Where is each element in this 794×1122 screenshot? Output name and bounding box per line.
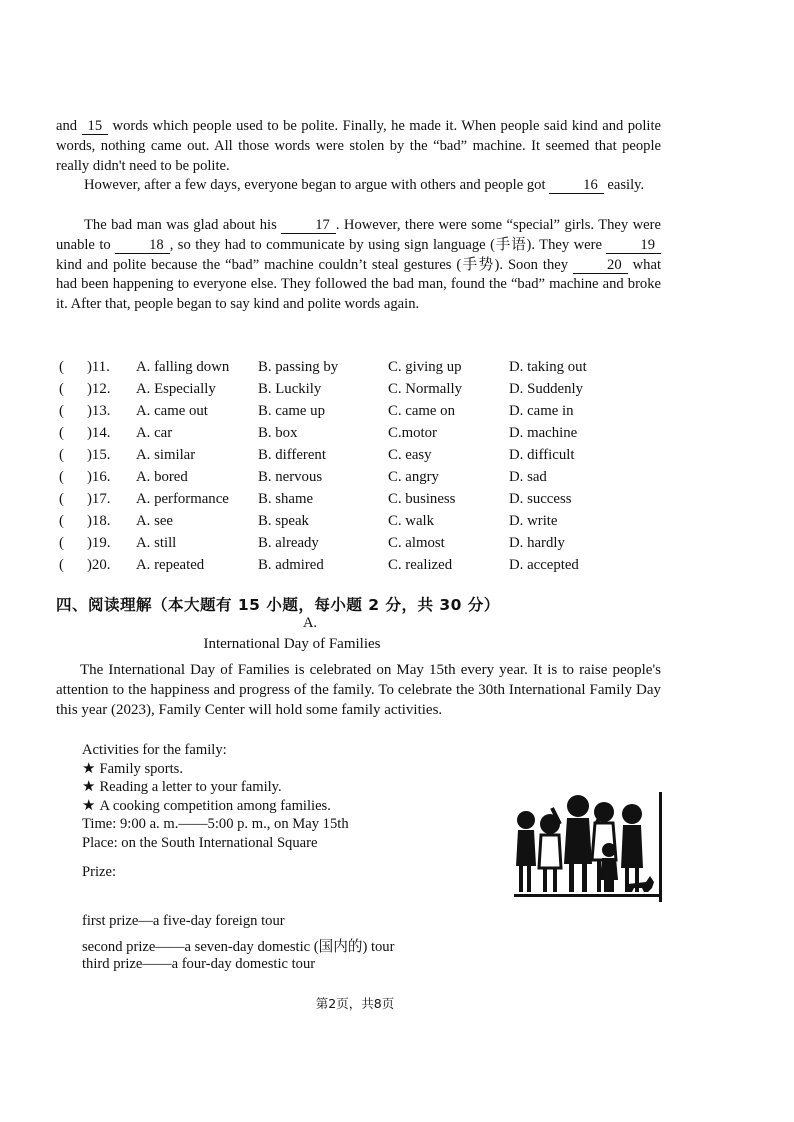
text-run: words which people used to be polite. Finally, he made it. When people said kind and polite words, nothing came out. All those words were stolen by the “bad” machine. It seemed that people really didn't need to be polite.	[56, 118, 661, 174]
answer-paren[interactable]: (	[59, 359, 64, 375]
option-d: D. difficult	[509, 447, 575, 463]
answer-paren[interactable]: (	[59, 425, 64, 441]
option-d: D. machine	[509, 425, 578, 441]
answer-paren[interactable]: (	[59, 381, 64, 397]
option-b: B. nervous	[258, 469, 323, 485]
question-row-11	[56, 356, 656, 378]
option-d: D. Suddenly	[509, 381, 583, 397]
passage-letter: A.	[302, 615, 318, 631]
option-b: B. already	[258, 535, 319, 551]
blank-17: 17	[281, 217, 336, 234]
blank-20: 20	[573, 257, 628, 274]
text-run: kind and polite because the “bad” machine couldn’t steal gestures (手势). Soon they	[56, 256, 569, 273]
blank-18: 18	[115, 237, 170, 254]
option-d: D. success	[509, 491, 572, 507]
passage-paragraph-1	[56, 117, 661, 176]
question-number: )20.	[87, 557, 111, 573]
option-a: A. see	[136, 513, 173, 529]
question-row-14	[56, 422, 656, 444]
question-row-13	[56, 400, 656, 422]
star-icon: ★	[82, 797, 96, 814]
answer-paren[interactable]: (	[59, 403, 64, 419]
answer-paren[interactable]: (	[59, 469, 64, 485]
question-number: )18.	[87, 513, 111, 529]
question-row-20	[56, 554, 656, 576]
question-number: )15.	[87, 447, 111, 463]
event-place: Place: on the South International Square	[82, 834, 318, 851]
question-row-16	[56, 466, 656, 488]
prize-heading: Prize:	[82, 864, 117, 880]
answer-paren[interactable]: (	[59, 491, 64, 507]
option-b: B. Luckily	[258, 381, 322, 397]
blank-16: 16	[549, 177, 604, 194]
option-c: C. realized	[388, 557, 453, 573]
page-footer: 第2页，共8页	[315, 996, 395, 1011]
option-d: D. taking out	[509, 359, 587, 375]
activity-text: A cooking competition among families.	[99, 797, 331, 814]
answer-paren[interactable]: (	[59, 513, 64, 529]
passage-paragraph-3	[56, 216, 661, 315]
star-icon: ★	[82, 779, 96, 795]
option-d: D. sad	[509, 469, 547, 485]
option-a: A. came out	[136, 403, 208, 419]
option-c: C. came on	[388, 403, 455, 419]
text-run: what had been happening to everyone else. They followed the bad man, found the “bad” machine and broke it. After that, people began to say kind and polite words again.	[56, 256, 661, 313]
prize-third: third prize——a four-day domestic tour	[82, 956, 316, 972]
option-b: B. speak	[258, 513, 309, 529]
family-illustration	[512, 788, 664, 904]
option-c: C. almost	[388, 535, 445, 551]
question-options-table	[56, 356, 656, 576]
question-row-17	[56, 488, 656, 510]
section-heading: 四、阅读理解（本大题有 15 小题，每小题 2 分，共 30 分）	[56, 596, 500, 614]
activity-item	[82, 778, 349, 797]
option-a: A. falling down	[136, 359, 230, 375]
text-run: easily.	[607, 177, 645, 193]
answer-paren[interactable]: (	[59, 535, 64, 551]
question-number: )11.	[87, 359, 110, 375]
option-c: C.motor	[388, 425, 437, 441]
answer-paren[interactable]: (	[59, 557, 64, 573]
option-a: A. Especially	[136, 381, 216, 397]
activity-item	[82, 760, 349, 779]
option-b: B. admired	[258, 557, 324, 573]
option-d: D. accepted	[509, 557, 579, 573]
activities-heading: Activities for the family:	[82, 742, 227, 758]
question-number: )16.	[87, 469, 111, 485]
passage-paragraph-2	[56, 176, 661, 196]
option-b: B. came up	[258, 403, 325, 419]
option-c: C. giving up	[388, 359, 462, 375]
blank-15: 15	[82, 118, 109, 135]
option-a: A. car	[136, 425, 173, 441]
question-number: )12.	[87, 381, 111, 397]
text-run: The bad man was glad about his	[84, 217, 277, 233]
option-d: D. came in	[509, 403, 574, 419]
answer-paren[interactable]: (	[59, 447, 64, 463]
text-run: and	[56, 118, 78, 134]
star-icon: ★	[82, 760, 96, 777]
text-run: . However, there were some “special” girls. They were unable to	[56, 217, 661, 253]
option-a: A. performance	[136, 491, 229, 507]
question-number: )17.	[87, 491, 111, 507]
activity-text: Family sports.	[99, 760, 183, 777]
text-run: However, after a few days, everyone began to argue with others and people got	[84, 177, 546, 193]
passage-intro: The International Day of Families is celebrated on May 15th every year. It is to raise people's attention to the happiness and progress of the family. To celebrate the 30th International Family Day this year (2023), Family Center will hold some family activities.	[56, 662, 661, 718]
option-c: C. walk	[388, 513, 435, 529]
blank-19: 19	[606, 237, 661, 254]
option-c: C. angry	[388, 469, 439, 485]
option-d: D. write	[509, 513, 558, 529]
option-b: B. different	[258, 447, 326, 463]
prize-first: first prize—a five-day foreign tour	[82, 913, 285, 929]
question-number: )13.	[87, 403, 111, 419]
option-c: C. easy	[388, 447, 432, 463]
text-run: , so they had to communicate by using sign language (手语). They were	[169, 236, 602, 253]
question-row-12	[56, 378, 656, 400]
option-c: C. Normally	[388, 381, 462, 397]
option-a: A. repeated	[136, 557, 205, 573]
option-c: C. business	[388, 491, 456, 507]
option-b: B. box	[258, 425, 298, 441]
question-row-18	[56, 510, 656, 532]
question-number: )14.	[87, 425, 111, 441]
activity-item	[82, 797, 349, 816]
activities-list	[82, 741, 349, 852]
option-a: A. still	[136, 535, 177, 551]
option-a: A. similar	[136, 447, 196, 463]
activity-text: Reading a letter to your family.	[99, 779, 282, 795]
option-b: B. shame	[258, 491, 314, 507]
passage-title: International Day of Families	[203, 636, 381, 652]
prize-second: second prize——a seven-day domestic (国内的) tour	[82, 939, 395, 955]
event-time: Time: 9:00 a. m.——5:00 p. m., on May 15th	[82, 816, 349, 832]
option-b: B. passing by	[258, 359, 339, 375]
question-row-15	[56, 444, 656, 466]
option-a: A. bored	[136, 469, 188, 485]
question-row-19	[56, 532, 656, 554]
question-number: )19.	[87, 535, 111, 551]
option-d: D. hardly	[509, 535, 565, 551]
